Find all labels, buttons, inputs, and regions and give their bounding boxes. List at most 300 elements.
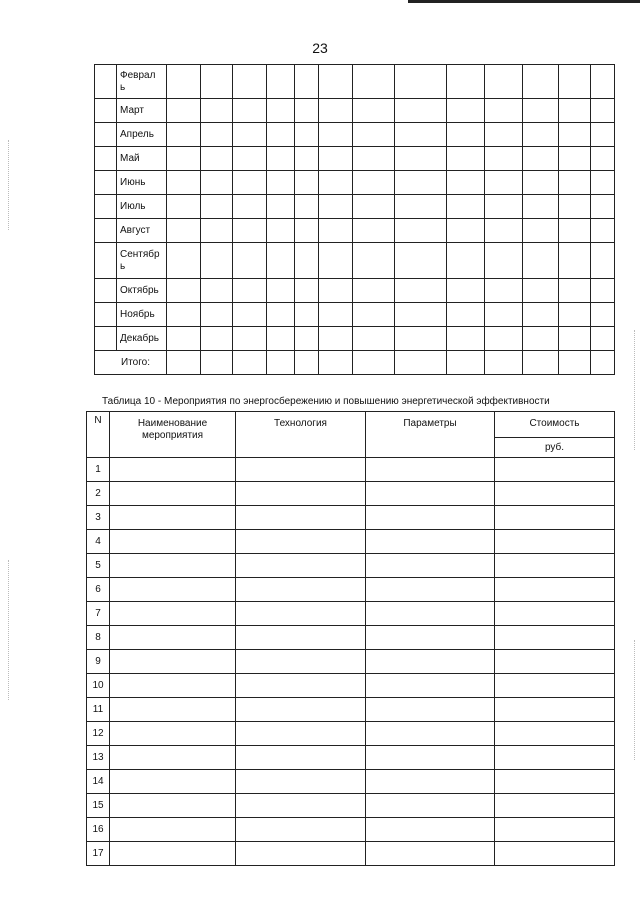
table-cell — [353, 327, 395, 351]
row-number: 10 — [87, 674, 110, 698]
table-cell — [236, 530, 366, 554]
measure-row — [87, 602, 615, 626]
table-cell — [523, 303, 559, 327]
table-cell — [591, 195, 615, 219]
table-cell — [267, 147, 295, 171]
table-cell — [485, 279, 523, 303]
table-cell — [319, 351, 353, 375]
table-cell — [95, 123, 117, 147]
table-cell — [233, 351, 267, 375]
table-cell — [495, 722, 615, 746]
total-row — [95, 351, 615, 375]
table-cell — [167, 65, 201, 99]
table-cell — [319, 243, 353, 279]
table-cell — [295, 147, 319, 171]
table-cell — [395, 147, 447, 171]
table-cell — [591, 99, 615, 123]
measure-row — [87, 770, 615, 794]
table-cell — [485, 327, 523, 351]
table-cell — [233, 219, 267, 243]
month-row — [95, 279, 615, 303]
table-cell — [236, 554, 366, 578]
month-row — [95, 195, 615, 219]
table-cell — [233, 279, 267, 303]
table-cell — [201, 243, 233, 279]
table-cell — [295, 99, 319, 123]
table-cell — [319, 195, 353, 219]
table-cell — [167, 171, 201, 195]
table-cell — [485, 171, 523, 195]
table-cell — [591, 327, 615, 351]
table-cell — [110, 842, 236, 866]
scan-top-edge-line — [408, 0, 640, 3]
table-cell — [236, 674, 366, 698]
table-cell — [95, 279, 117, 303]
table-cell — [447, 351, 485, 375]
table-cell — [559, 147, 591, 171]
table-cell — [495, 578, 615, 602]
table-cell — [559, 243, 591, 279]
table-cell — [167, 351, 201, 375]
table-cell — [110, 722, 236, 746]
table-cell — [366, 698, 495, 722]
table-cell — [319, 99, 353, 123]
table-cell — [395, 303, 447, 327]
table-cell — [295, 351, 319, 375]
measure-row — [87, 458, 615, 482]
table-cell — [110, 626, 236, 650]
table-cell — [95, 243, 117, 279]
table-cell — [559, 171, 591, 195]
table-cell — [395, 171, 447, 195]
table-cell — [110, 650, 236, 674]
table-cell — [233, 123, 267, 147]
table-cell — [591, 171, 615, 195]
row-number: 13 — [87, 746, 110, 770]
table-cell — [447, 279, 485, 303]
month-row — [95, 219, 615, 243]
table-cell — [485, 99, 523, 123]
measure-row — [87, 722, 615, 746]
table-cell — [95, 99, 117, 123]
table-cell — [395, 65, 447, 99]
table-cell — [395, 279, 447, 303]
table-cell — [366, 578, 495, 602]
table-cell — [295, 65, 319, 99]
column-header-parameters: Параметры — [366, 412, 495, 458]
column-header-cost-unit: руб. — [495, 438, 615, 458]
table-cell — [236, 794, 366, 818]
table-cell — [233, 327, 267, 351]
table-cell — [591, 219, 615, 243]
table-cell — [319, 171, 353, 195]
table-cell — [95, 171, 117, 195]
month-label: Ноябрь — [117, 303, 167, 327]
scan-margin-dots — [634, 330, 637, 450]
row-number: 4 — [87, 530, 110, 554]
table-cell — [366, 674, 495, 698]
table-cell — [236, 458, 366, 482]
month-label: Июль — [117, 195, 167, 219]
table-cell — [110, 458, 236, 482]
table-cell — [495, 482, 615, 506]
month-label: Декабрь — [117, 327, 167, 351]
table-cell — [95, 65, 117, 99]
table-cell — [591, 279, 615, 303]
measure-row — [87, 578, 615, 602]
table-cell — [523, 147, 559, 171]
month-row — [95, 303, 615, 327]
table-cell — [495, 554, 615, 578]
table-cell — [201, 303, 233, 327]
table-cell — [233, 171, 267, 195]
table-cell — [267, 243, 295, 279]
table-cell — [319, 219, 353, 243]
table-cell — [167, 99, 201, 123]
table-cell — [353, 303, 395, 327]
table-cell — [485, 303, 523, 327]
table-cell — [559, 123, 591, 147]
table-cell — [366, 554, 495, 578]
table-cell — [523, 171, 559, 195]
table-cell — [523, 327, 559, 351]
table-cell — [267, 99, 295, 123]
table-cell — [366, 506, 495, 530]
table-cell — [353, 147, 395, 171]
table-cell — [201, 99, 233, 123]
table-cell — [236, 602, 366, 626]
table-cell — [295, 195, 319, 219]
table-cell — [559, 219, 591, 243]
table-cell — [110, 770, 236, 794]
table-cell — [110, 794, 236, 818]
row-number: 8 — [87, 626, 110, 650]
row-number: 5 — [87, 554, 110, 578]
month-label: Май — [117, 147, 167, 171]
month-row — [95, 147, 615, 171]
table-cell — [319, 303, 353, 327]
row-number: 1 — [87, 458, 110, 482]
measures-table — [86, 411, 615, 866]
table-cell — [95, 195, 117, 219]
table-cell — [447, 171, 485, 195]
table-cell — [353, 279, 395, 303]
table-cell — [319, 279, 353, 303]
month-label: Октябрь — [117, 279, 167, 303]
table-cell — [319, 327, 353, 351]
measure-row — [87, 530, 615, 554]
table-cell — [201, 327, 233, 351]
row-number: 17 — [87, 842, 110, 866]
table-cell — [110, 554, 236, 578]
table-cell — [267, 327, 295, 351]
table-cell — [591, 65, 615, 99]
measure-row — [87, 842, 615, 866]
row-number: 15 — [87, 794, 110, 818]
table-cell — [236, 650, 366, 674]
table-cell — [201, 279, 233, 303]
month-label: Март — [117, 99, 167, 123]
table-cell — [495, 674, 615, 698]
table-cell — [353, 219, 395, 243]
measure-row — [87, 818, 615, 842]
month-label: Август — [117, 219, 167, 243]
table-cell — [366, 626, 495, 650]
scan-margin-dots — [634, 640, 637, 760]
table-cell — [559, 65, 591, 99]
table-cell — [319, 147, 353, 171]
table-cell — [495, 770, 615, 794]
table-cell — [267, 171, 295, 195]
table-cell — [267, 219, 295, 243]
table-cell — [495, 794, 615, 818]
table-cell — [201, 195, 233, 219]
table-cell — [353, 171, 395, 195]
table-cell — [95, 147, 117, 171]
table-cell — [366, 818, 495, 842]
table-cell — [167, 195, 201, 219]
row-number: 12 — [87, 722, 110, 746]
table-cell — [447, 303, 485, 327]
month-label: Апрель — [117, 123, 167, 147]
table-cell — [110, 506, 236, 530]
table-cell — [236, 818, 366, 842]
table-cell — [233, 65, 267, 99]
table-cell — [495, 626, 615, 650]
scan-margin-dots — [8, 560, 11, 700]
table-cell — [236, 698, 366, 722]
table-cell — [267, 123, 295, 147]
row-number: 7 — [87, 602, 110, 626]
row-number: 2 — [87, 482, 110, 506]
table-cell — [366, 746, 495, 770]
month-row — [95, 171, 615, 195]
column-header-cost: Стоимость — [495, 412, 615, 438]
table-cell — [523, 65, 559, 99]
month-label: Июнь — [117, 171, 167, 195]
table-cell — [395, 219, 447, 243]
table-cell — [295, 279, 319, 303]
table-cell — [267, 303, 295, 327]
measure-row — [87, 626, 615, 650]
table-cell — [495, 602, 615, 626]
table-cell — [201, 65, 233, 99]
table-cell — [353, 123, 395, 147]
measure-row — [87, 794, 615, 818]
table-cell — [167, 303, 201, 327]
row-number: 11 — [87, 698, 110, 722]
row-number: 16 — [87, 818, 110, 842]
table-cell — [559, 303, 591, 327]
table-cell — [591, 351, 615, 375]
table-cell — [353, 65, 395, 99]
month-row — [95, 243, 615, 279]
table-cell — [559, 279, 591, 303]
table-cell — [201, 219, 233, 243]
table-cell — [366, 794, 495, 818]
table-cell — [236, 506, 366, 530]
table-cell — [267, 195, 295, 219]
column-header-technology: Технология — [236, 412, 366, 458]
column-header-n: N — [87, 412, 110, 458]
scan-margin-dots — [8, 140, 11, 230]
table-cell — [523, 195, 559, 219]
table-cell — [495, 818, 615, 842]
table-cell — [95, 303, 117, 327]
table-cell — [366, 770, 495, 794]
measure-row — [87, 674, 615, 698]
measure-row — [87, 506, 615, 530]
table-cell — [495, 506, 615, 530]
table-cell — [485, 123, 523, 147]
table-cell — [201, 123, 233, 147]
table-cell — [295, 243, 319, 279]
table-cell — [295, 171, 319, 195]
table-cell — [201, 171, 233, 195]
table-cell — [591, 123, 615, 147]
row-number: 6 — [87, 578, 110, 602]
table-cell — [110, 746, 236, 770]
table-cell — [110, 818, 236, 842]
table-cell — [95, 327, 117, 351]
measure-row — [87, 554, 615, 578]
table-cell — [167, 243, 201, 279]
month-label: Сентябр ь — [117, 243, 167, 279]
table-cell — [110, 674, 236, 698]
table-cell — [295, 327, 319, 351]
table-cell — [523, 99, 559, 123]
table-cell — [267, 351, 295, 375]
measure-row — [87, 650, 615, 674]
table-cell — [395, 123, 447, 147]
table-cell — [110, 602, 236, 626]
table-cell — [353, 99, 395, 123]
table-cell — [523, 243, 559, 279]
table-cell — [495, 530, 615, 554]
table-cell — [236, 578, 366, 602]
row-number: 9 — [87, 650, 110, 674]
table-cell — [591, 243, 615, 279]
table-cell — [395, 327, 447, 351]
table-cell — [495, 650, 615, 674]
table-caption: Таблица 10 - Мероприятия по энергосбережению и повышению энергетической эффективности — [102, 396, 550, 407]
table-cell — [447, 243, 485, 279]
table-cell — [319, 123, 353, 147]
table-cell — [110, 530, 236, 554]
table-cell — [447, 65, 485, 99]
table-cell — [495, 746, 615, 770]
month-row — [95, 123, 615, 147]
table-cell — [447, 195, 485, 219]
table-cell — [395, 195, 447, 219]
table-cell — [236, 746, 366, 770]
table-cell — [395, 351, 447, 375]
table-cell — [523, 219, 559, 243]
table-cell — [295, 303, 319, 327]
table-cell — [395, 243, 447, 279]
table-cell — [559, 351, 591, 375]
table-cell — [559, 327, 591, 351]
table-cell — [110, 482, 236, 506]
table-cell — [353, 351, 395, 375]
table-cell — [295, 219, 319, 243]
table-cell — [236, 770, 366, 794]
table-cell — [591, 147, 615, 171]
table-cell — [233, 303, 267, 327]
table-cell — [236, 482, 366, 506]
table-cell — [366, 602, 495, 626]
table-cell — [167, 219, 201, 243]
page-number: 23 — [312, 40, 328, 56]
table-cell — [167, 147, 201, 171]
table-cell — [366, 530, 495, 554]
table-cell — [233, 195, 267, 219]
table-cell — [110, 578, 236, 602]
month-label: Феврал ь — [117, 65, 167, 99]
table-cell — [485, 147, 523, 171]
table-cell — [559, 99, 591, 123]
table-cell — [267, 279, 295, 303]
table-cell — [366, 482, 495, 506]
table-cell — [366, 842, 495, 866]
table-cell — [233, 99, 267, 123]
table-cell — [447, 327, 485, 351]
table-cell — [236, 626, 366, 650]
total-label: Итого: — [95, 351, 167, 375]
table-cell — [95, 219, 117, 243]
table-cell — [236, 722, 366, 746]
table-cell — [495, 842, 615, 866]
table-cell — [395, 99, 447, 123]
measure-row — [87, 698, 615, 722]
table-cell — [366, 722, 495, 746]
table-cell — [167, 327, 201, 351]
table-cell — [495, 458, 615, 482]
table-cell — [233, 243, 267, 279]
month-row — [95, 99, 615, 123]
table-cell — [485, 243, 523, 279]
month-row — [95, 327, 615, 351]
table-cell — [523, 279, 559, 303]
table-cell — [523, 123, 559, 147]
table-cell — [353, 195, 395, 219]
row-number: 14 — [87, 770, 110, 794]
table-cell — [447, 123, 485, 147]
table-cell — [485, 351, 523, 375]
table-cell — [447, 219, 485, 243]
month-row — [95, 65, 615, 99]
table-cell — [447, 147, 485, 171]
table-cell — [201, 147, 233, 171]
table-cell — [495, 698, 615, 722]
table-cell — [233, 147, 267, 171]
table-cell — [201, 351, 233, 375]
table-cell — [591, 303, 615, 327]
measure-row — [87, 746, 615, 770]
table-cell — [559, 195, 591, 219]
table-cell — [267, 65, 295, 99]
column-header-name: Наименование мероприятия — [110, 412, 236, 458]
table-cell — [167, 279, 201, 303]
table-cell — [485, 195, 523, 219]
table-cell — [295, 123, 319, 147]
measure-row — [87, 482, 615, 506]
table-cell — [485, 65, 523, 99]
table-cell — [447, 99, 485, 123]
table-cell — [353, 243, 395, 279]
table-cell — [366, 650, 495, 674]
table-cell — [110, 698, 236, 722]
